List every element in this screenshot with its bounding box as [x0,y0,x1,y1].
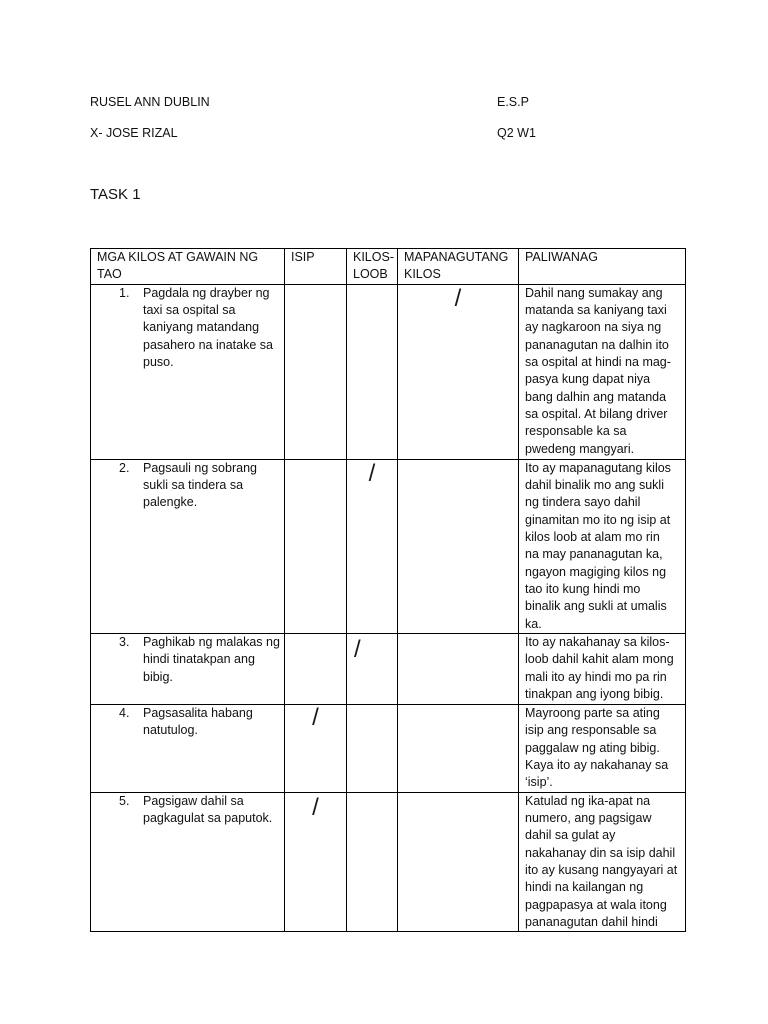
paliwanag-line: sa ospital. At bilang driver [525,406,668,421]
column-header-line: PALIWANAG [525,250,598,264]
paliwanag-line: tinakpan ang iyong bibig. [525,686,664,701]
check-mark: / [312,703,319,731]
item-number: 3. [119,634,130,649]
paliwanag-line: paggalaw ng ating bibig. [525,740,660,755]
column-header-kilos-loob [347,249,398,285]
column-header-line: MAPANAGUTANG [404,250,509,264]
paliwanag-line: Katulad ng ika-apat na [525,793,651,808]
paliwanag-line: ay nagkaroon na siya ng [525,320,662,335]
paliwanag-line: ginamitan mo ito ng isip at [525,512,671,527]
paliwanag-line: hindi na kailangan ng [525,880,644,895]
item-line: Pagsauli ng sobrang [143,460,257,475]
activity-table [90,248,686,932]
kilos-cell [91,284,285,459]
paliwanag-line: pwedeng mangyari. [525,441,635,456]
column-header-isip [285,249,347,285]
paliwanag-cell [519,792,686,932]
item-line: pagkagulat sa paputok. [143,810,273,825]
mapanagutang-kilos-cell [398,284,519,459]
paliwanag-cell [519,284,686,459]
paliwanag-line: mali ito ay hindi mo pa rin [525,669,667,684]
column-header-line: LOOB [353,267,388,282]
paliwanag-line: pananagutan dahil hindi [525,914,658,929]
paliwanag-line: ng tindera sayo dahil [525,495,641,510]
paliwanag-line: pananagutan na dalhin ito [525,337,669,352]
column-header-line: KILOS [404,267,441,282]
column-header-paliwanag [519,249,686,285]
mapanagutang-kilos-cell [398,459,519,633]
paliwanag-line: ngayon magiging kilos ng [525,564,667,579]
isip-cell [285,284,347,459]
paliwanag-line: Ito ay nakahanay sa kilos- [525,634,670,649]
check-mark: / [312,793,319,821]
item-line: Pagsigaw dahil sa [143,793,244,808]
kilos-loob-cell [347,633,398,704]
kilos-cell [91,704,285,792]
list-item [97,460,278,512]
mapanagutang-kilos-cell [398,704,519,792]
paliwanag-line: Ito ay mapanagutang kilos [525,460,671,475]
kilos-loob-cell [347,704,398,792]
item-number: 1. [119,285,130,300]
paliwanag-cell [519,704,686,792]
paliwanag-line: ito ay kusang nangyayari at [525,862,678,877]
paliwanag-line: matanda sa kaniyang taxi [525,302,667,317]
table-row [91,792,686,932]
paliwanag-line: ka. [525,616,542,631]
item-line: bibig. [143,669,173,684]
paliwanag-line: ‘isip’. [525,775,553,790]
item-line: puso. [143,354,174,369]
paliwanag-line: na may pananagutan ka, [525,547,663,562]
table-row [91,459,686,633]
mapanagutang-kilos-cell [398,792,519,932]
item-line: Pagsasalita habang [143,705,253,720]
kilos-loob-cell [347,284,398,459]
paliwanag-line: pagpapasya at wala itong [525,897,667,912]
column-header-kilos-at-gawain [91,249,285,285]
paliwanag-line: bang dalhin ang matanda [525,389,667,404]
paliwanag-line: Kaya ito ay nakahanay sa [525,757,669,772]
item-number: 4. [119,705,130,720]
isip-cell [285,792,347,932]
list-item [97,705,278,740]
kilos-cell [91,459,285,633]
item-text [143,285,278,372]
table-row [91,704,686,792]
item-text [143,793,278,828]
paliwanag-line: tao ito kung hindi mo [525,581,641,596]
subject-label: E.S.P [497,95,529,109]
isip-cell [285,704,347,792]
paliwanag-line: dahil binalik mo ang sukli [525,477,664,492]
item-text [143,705,278,740]
item-line: Paghikab ng malakas ng [143,634,280,649]
list-item [97,793,278,828]
check-mark: / [368,459,376,487]
paliwanag-line: kilos loob at alam mo rin [525,529,660,544]
item-number: 2. [119,460,130,475]
column-header-line: MGA KILOS AT GAWAIN NG [97,250,259,264]
check-mark: / [354,635,361,663]
item-line: pasahero na inatake sa [143,337,273,352]
column-header-line: ISIP [291,250,315,264]
paliwanag-line: Dahil nang sumakay ang [525,285,663,300]
item-text [143,460,278,512]
item-line: kaniyang matandang [143,320,260,335]
isip-cell [285,459,347,633]
paliwanag-cell [519,459,686,633]
table-header-row [91,249,686,285]
table-row [91,633,686,704]
column-header-line: TAO [97,267,122,282]
paliwanag-line: Mayroong parte sa ating [525,705,660,720]
isip-cell [285,633,347,704]
task-title: TASK 1 [90,186,141,203]
student-name: RUSEL ANN DUBLIN [90,95,210,109]
paliwanag-line: loob dahil kahit alam mong [525,652,674,667]
section-label: X- JOSE RIZAL [90,126,178,140]
list-item [97,285,278,372]
list-item [97,634,278,686]
kilos-cell [91,792,285,932]
paliwanag-line: pasya kung dapat niya [525,372,651,387]
quarter-week-label: Q2 W1 [497,126,536,140]
paliwanag-line: sa ospital at hindi na mag- [525,354,671,369]
paliwanag-line: numero, ang pagsigaw [525,810,652,825]
paliwanag-line: responsable ka sa [525,424,627,439]
item-line: Pagdala ng drayber ng [143,285,270,300]
item-line: sukli sa tindera sa [143,477,244,492]
column-header-line: KILOS- [353,250,394,264]
paliwanag-line: dahil sa gulat ay [525,828,616,843]
mapanagutang-kilos-cell [398,633,519,704]
item-number: 5. [119,793,130,808]
paliwanag-cell [519,633,686,704]
paliwanag-line: binalik ang sukli at umalis [525,599,667,614]
paliwanag-line: isip ang responsable sa [525,723,657,738]
item-line: palengke. [143,495,198,510]
kilos-cell [91,633,285,704]
item-line: natutulog. [143,723,198,738]
table-row [91,284,686,459]
kilos-loob-cell [347,792,398,932]
check-mark: / [454,284,462,312]
kilos-loob-cell [347,459,398,633]
item-line: hindi tinatakpan ang [143,652,255,667]
column-header-mapanagutang-kilos [398,249,519,285]
item-text [143,634,280,686]
paliwanag-line: nakahanay din sa isip dahil [525,845,676,860]
item-line: taxi sa ospital sa [143,302,236,317]
